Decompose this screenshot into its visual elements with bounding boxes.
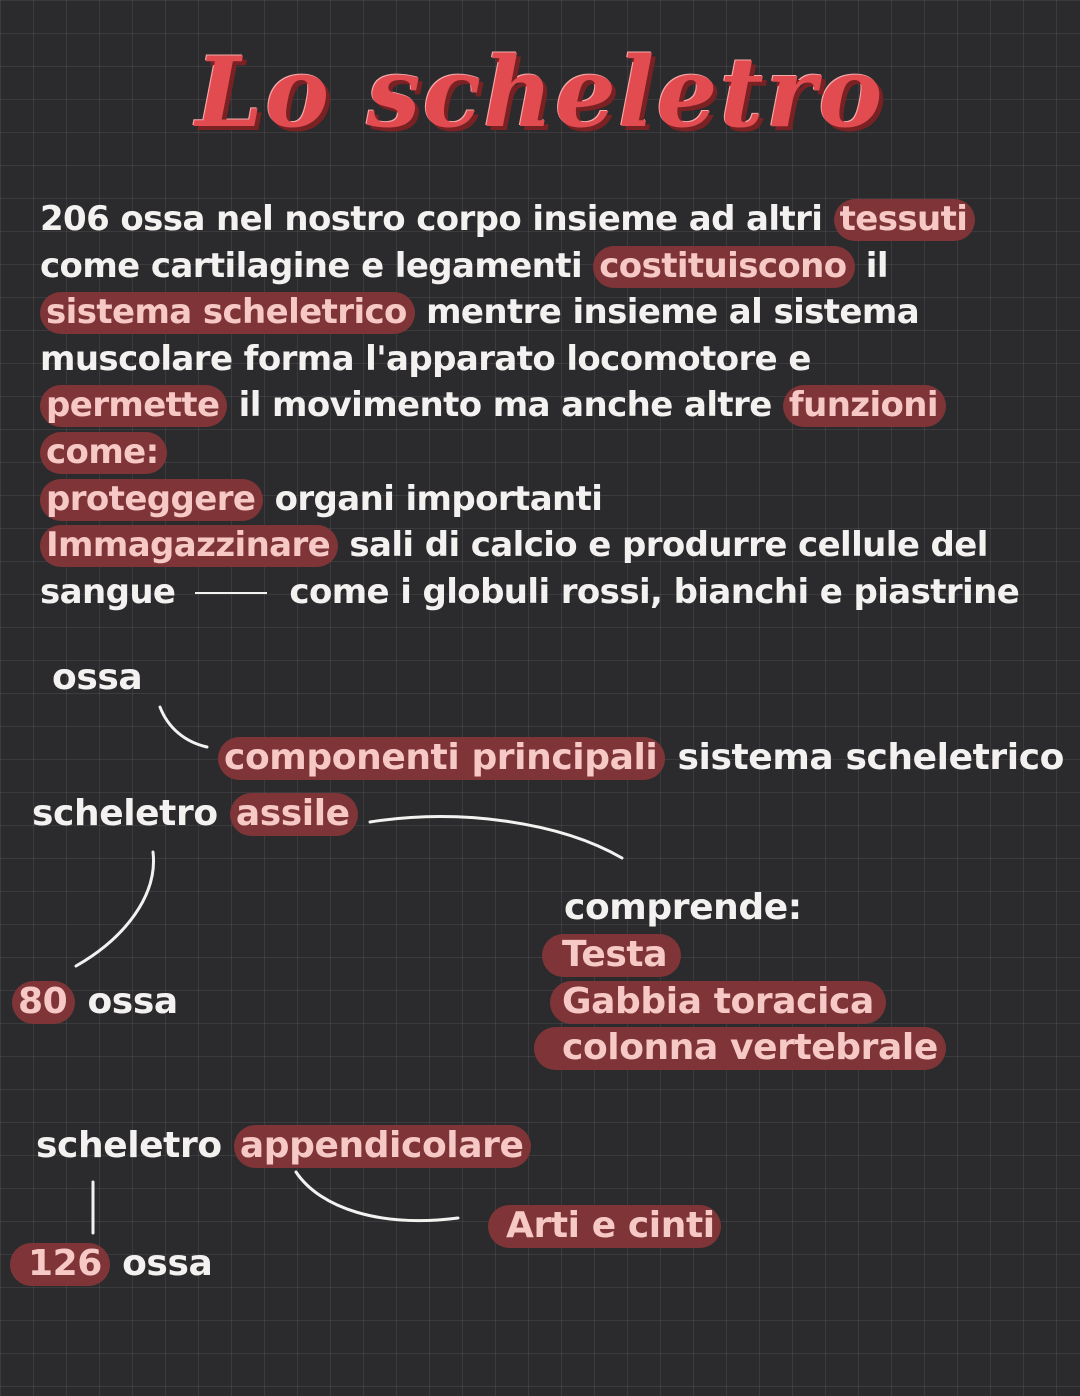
- page-title: Lo scheletro: [195, 36, 885, 149]
- highlight-funzioni: funzioni: [783, 385, 946, 427]
- highlight-immagazzinare: Immagazzinare: [40, 525, 338, 567]
- highlight-80: 80: [12, 981, 75, 1024]
- paragraph-line: [40, 289, 1050, 336]
- text-segment: sali di calcio e produrre cellule del: [349, 525, 988, 566]
- connector-appendicolare-to-arti: [296, 1172, 458, 1221]
- paragraph-line: [40, 243, 1050, 290]
- highlight-testa: Testa: [542, 934, 681, 977]
- connector-ossa-to-componenti: [160, 707, 207, 747]
- ossa-126-label: [10, 1242, 212, 1286]
- highlight-costituiscono: costituiscono: [593, 246, 854, 288]
- highlight-gabbia-toracica: Gabbia toracica: [550, 981, 886, 1024]
- scheletro-appendicolare-label: [36, 1124, 531, 1168]
- paragraph-line: [40, 569, 1050, 616]
- paragraph-line: [40, 382, 1050, 429]
- highlight-tessuti: tessuti: [834, 199, 976, 241]
- label-ossa: ossa: [52, 657, 143, 698]
- text-segment: come i globuli rossi, bianchi e piastrine: [289, 571, 1020, 612]
- paragraph-line: [40, 429, 1050, 476]
- text-segment: ossa: [87, 981, 178, 1022]
- text-segment: come cartilagine e legamenti: [40, 245, 582, 286]
- highlight-appendicolare: appendicolare: [234, 1125, 532, 1168]
- highlight-componenti-principali: componenti principali: [218, 737, 665, 780]
- text-segment: il movimento ma anche altre: [238, 385, 772, 426]
- list-item: [542, 933, 681, 977]
- highlight-permette: permette: [40, 385, 227, 427]
- text-segment: sistema scheletrico: [677, 737, 1065, 778]
- highlight-126: 126: [10, 1243, 110, 1286]
- text-segment: sangue: [40, 571, 176, 612]
- ossa-80-label: [12, 980, 178, 1024]
- list-item: [550, 980, 886, 1024]
- connector-scheletro-to-80: [76, 852, 153, 966]
- highlight-colonna-vertebrale: colonna vertebrale: [534, 1027, 946, 1070]
- paragraph-line: [40, 522, 1050, 569]
- text-segment: organi importanti: [274, 478, 603, 519]
- highlight-proteggere: proteggere: [40, 479, 263, 521]
- text-segment: 206 ossa nel nostro corpo insieme ad altri: [40, 199, 823, 239]
- paragraph-line: [40, 336, 1050, 383]
- text-segment: scheletro: [32, 793, 218, 834]
- text-segment: scheletro: [36, 1125, 222, 1166]
- highlight-assile: assile: [230, 793, 358, 836]
- paragraph-line: [40, 476, 1050, 523]
- highlight-sistema-scheletrico: sistema scheletrico: [40, 292, 415, 334]
- text-segment: muscolare forma l'apparato locomotore e: [40, 338, 811, 379]
- label-comprende: comprende:: [564, 887, 802, 928]
- text-segment: mentre insieme al sistema: [426, 292, 920, 333]
- connector-assile-to-comprende: [370, 817, 622, 858]
- arti-cinti-label: [488, 1204, 721, 1248]
- highlight-arti-e-cinti: Arti e cinti: [488, 1205, 721, 1248]
- scheletro-assile-label: [32, 792, 358, 836]
- dash-connector: [195, 592, 267, 594]
- intro-paragraph: [40, 196, 1050, 615]
- text-segment: ossa: [122, 1243, 213, 1284]
- components-label: [218, 736, 1064, 780]
- paragraph-line: [40, 196, 1050, 243]
- highlight-come: come:: [40, 432, 167, 474]
- list-item: [534, 1026, 946, 1070]
- text-segment: il: [865, 245, 888, 286]
